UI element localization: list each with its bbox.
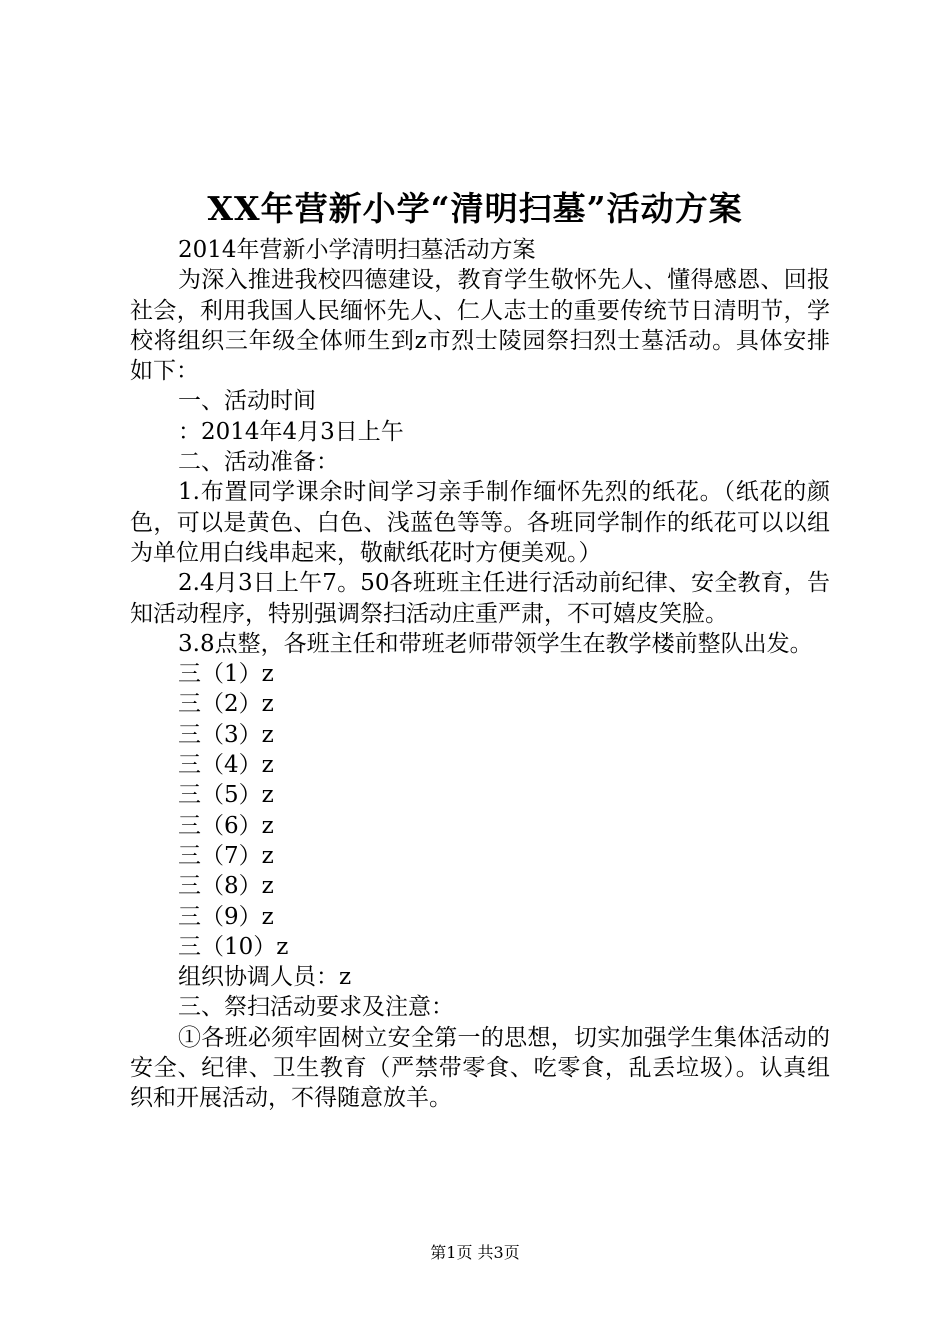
requirement-item-1: ①各班必须牢固树立安全第一的思想，切实加强学生集体活动的安全、纪律、卫生教育（严禁带零食、吃零食，乱丢垃圾）。认真组织和开展活动，不得随意放羊。 [130, 1024, 830, 1112]
class-line: 三（9）z [178, 903, 274, 930]
preparation-item-3: 3.8点整，各班主任和带班老师带领学生在教学楼前整队出发。 [178, 630, 813, 657]
class-line: 三（2）z [178, 691, 274, 718]
preparation-item-1: 1.布置同学课余时间学习亲手制作缅怀先烈的纸花。（纸花的颜色，可以是黄色、白色、浅蓝色等等。各班同学制作的纸花可以以组为单位用白线串起来，敬献纸花时方便美观。） [130, 479, 830, 566]
class-line: 三（5）z [178, 782, 274, 809]
class-line: 三（1）z [178, 661, 274, 688]
subtitle: 2014年营新小学清明扫墓活动方案 [178, 237, 536, 263]
class-line: 三（8）z [178, 873, 274, 900]
class-line: 三（6）z [178, 812, 274, 839]
class-line: 三（10）z [178, 933, 289, 960]
section-heading-time: 一、活动时间 [178, 388, 316, 415]
class-line: 三（7）z [178, 842, 274, 869]
intro-paragraph: 为深入推进我校四德建设，教育学生敬怀先人、懂得感恩、回报社会，利用我国人民缅怀先人、仁人志士的重要传统节日清明节，学校将组织三年级全体师生到z市烈士陵园祭扫烈士墓活动。具体安排如下： [130, 267, 830, 385]
class-line: 三（4）z [178, 752, 274, 779]
preparation-item-2: 2.4月3日上午7。50各班班主任进行活动前纪律、安全教育，告知活动程序，特别强调祭扫活动庄重严肃，不可嬉皮笑脸。 [130, 570, 830, 627]
section-heading-requirements: 三、祭扫活动要求及注意： [178, 994, 454, 1021]
document-title: XX年营新小学“清明扫墓”活动方案 [207, 189, 743, 228]
page-footer: 第1页 共3页 [430, 1243, 520, 1262]
section-heading-preparation: 二、活动准备： [178, 449, 339, 476]
activity-time: ：2014年4月3日上午 [178, 418, 404, 445]
class-line: 三（3）z [178, 721, 274, 748]
document-body [130, 235, 830, 1114]
coordinator-line: 组织协调人员：z [178, 964, 352, 991]
